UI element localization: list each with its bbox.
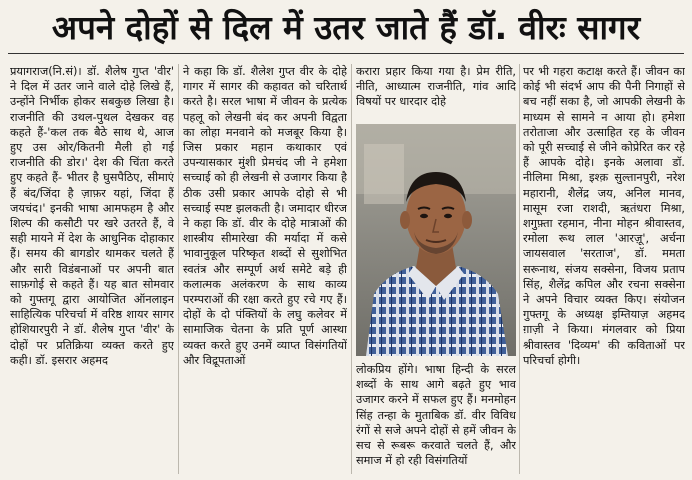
column-2-text: ने कहा कि डॉ. शैलेश गुप्त वीर के दोहे गागर में सागर की कहावत को चरितार्थ करते है। सरल भाषा में जीवन के प्रत्येक पहलू को लेखनी बंद कर अपनी विद्वता का लोहा मनवाने को मजबूर किया है। जिस प्रकार महान कथाकार एवं उपन्यासकार मुंशी प्रेमचंद जी ने हमेशा सच्चाई को ही लेखनी से उजागर किया है ठीक उसी प्रकार आपके दोहो से भी सच्चाई स्पष्ट झलकती है। जमादार धीरज ने कहा कि डॉ. वीर के दोहे मात्राओं की शास्त्रीय सीमारेखा की मर्यादा में कसे भावानुकूल परिष्कृत शब्दों से सुशोभित स्वतंत्र और सम्पूर्ण अर्थ समेटे बड़े ही कलात्मक अलंकरण के साथ काव्य परम्पराओं की रक्षा करते हुए रचे गए हैं। दोहों के दो पंक्तियों के लघु कलेवर में सामाजिक चेतना के प्रति पूर्ण आस्था व्यक्त करते हुए उनमें व्याप्त विसंगतियों और विद्रूपताओं [183, 65, 347, 367]
column-4-text: पर भी गहरा कटाक्ष करते हैं। जीवन का कोई भी संदर्भ आप की पैनी निगाहों से बच नहीं सका है, जो आपकी लेखनी के माध्यम से सामने न आया हो। हमेशा तरोताजा और उत्साहित रह के जीवन को पूरी सच्चाई से जीने कोप्रेरित कर रहे हैं आपके दोहे। इनके अलावा डॉ. नीलिमा मिश्रा, इश्क़ सुल्तानपुरी, नरेश महारानी, शैलेंद्र जय, अनिल मानव, मासूम रजा राशदी, ऋतंधरा मिश्रा, शगुफ़्ता रहमान, नीना मोहन श्रीवास्तव, रमोला रूथ लाल 'आरज़ू', अर्चना जायसवाल 'सरताज', डॉ. ममता सरूनाथ, संजय सक्सेना, विजय प्रताप सिंह, शैलेंद्र कपिल और रचना सक्सेना ने अपने विचार व्यक्त किए। संयोजन गुफ्तगू के अध्यक्ष इम्तियाज़ अहमद ग़ाज़ी ने किया। मंगलवार को प्रिया श्रीवास्तव 'दिव्यम' की कविताओं पर परिचर्चा होगी। [523, 65, 685, 367]
author-photo [356, 124, 516, 356]
column-divider [351, 64, 352, 474]
column-divider [178, 64, 179, 474]
article-column-2 [183, 64, 347, 478]
column-1-text: प्रयागराज(नि.सं)। डॉ. शैलेष गुप्त 'वीर' ने दिल में उतर जाने वाले दोहे लिखे हैं, उन्होंने निर्भीक होकर सबकुछ लिखा है। राजनीति की उथल-पुथल देखकर वह कहते हैं-'कल तक बैठे साथ थे, आज हुए उस ओर/कितनी मैली हो गई राजनीति की डोर।' देश की चिंता करते हुए कहते हैं- भीतर है घुसपैठिए, सीमाएं हैं बंद/जिंदा है ज़ाफ़र यहां, जिंदा हैं जयचंद।' इनकी भाषा आमफहम है और शिल्प की कसौटी पर खरे उतरते हैं, वे सही मायने में देश के आधुनिक दोहाकार हैं। समय की बागडोर थामकर चलते हैं और सारी विडंबनाओं पर अपनी बात साफ़गोई से कहते हैं। यह बात सोमवार को गुफ्तगू द्वारा आयोजित ऑनलाइन साहित्यिक परिचर्चा में वरिष्ठ शायर सागर होशियारपुरी ने डॉ. शैलेष गुप्त 'वीर' के दोहों पर प्रतिक्रिया व्यक्त करते हुए कही। डॉ. इसरार अहमद [10, 65, 174, 367]
article-column-4 [523, 64, 685, 478]
column-divider [519, 64, 520, 474]
headline-rule [8, 53, 684, 54]
headline: अपने दोहों से दिल में उतर जाते हैं डॉ. वीरः सागर [51, 8, 641, 47]
column-3-bottom-text: लोकप्रिय होंगे। भाषा हिन्दी के सरल शब्दों के साथ आगे बढ़ते हुए भाव उजागर करने में सफल हुए हैं। मनमोहन सिंह तन्हा के मुताबिक डॉ. वीर विविध रंगों से सजे अपने दोहों से हमें जीवन के सच से रूबरू करवाते चलते हैं, और समाज में हो रही विसंगतियों [356, 363, 516, 468]
column-3-top-text: करारा प्रहार किया गया है। प्रेम रीति, नीति, आध्यात्म राजनीति, गांव आदि विषयों पर धारदार दोहे [356, 65, 516, 109]
article-column-1 [10, 64, 174, 478]
